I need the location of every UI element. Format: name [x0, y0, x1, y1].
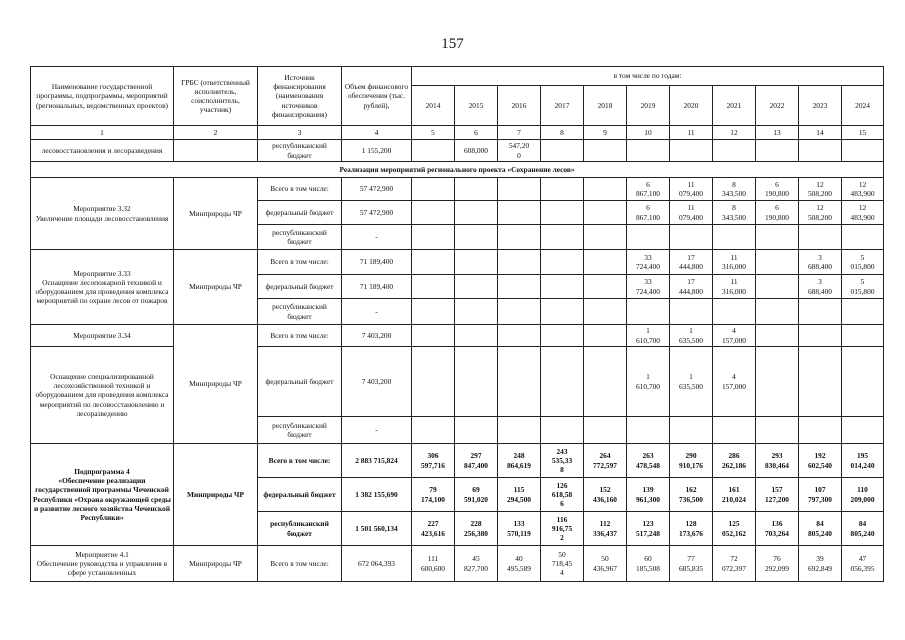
row-source: республиканский бюджет	[258, 417, 342, 444]
column-number: 11	[670, 126, 713, 140]
row-year-2019: 33 724,400	[627, 250, 670, 275]
row-year-2021: 4 157,000	[713, 325, 756, 347]
header-row-1	[31, 67, 884, 86]
row-year-2014: 227 423,616	[412, 512, 455, 546]
header-year: 2023	[799, 86, 842, 126]
row-year-2023: 39 692,849	[799, 546, 842, 582]
row-grbs: Минприроды ЧР	[174, 444, 258, 546]
row-grbs: Минприроды ЧР	[174, 250, 258, 325]
header-years-group: в том числе по годам:	[412, 67, 884, 86]
row-grbs: Минприроды ЧР	[174, 325, 258, 444]
column-number: 9	[584, 126, 627, 140]
row-year-2020: 128 173,676	[670, 512, 713, 546]
row-year-2019: 1 610,700	[627, 325, 670, 347]
row-name: Мероприятие 3.32 Увеличение площади лесовосстановления	[31, 178, 174, 250]
row-year-2024: 195 014,240	[842, 444, 884, 478]
row-year-2024: 47 056,395	[842, 546, 884, 582]
row-source: федеральный бюджет	[258, 275, 342, 299]
row-volume: 7 403,200	[342, 347, 412, 417]
row-year-2019: 6 867,100	[627, 178, 670, 201]
row-year-2017: 243 535,33 8	[541, 444, 584, 478]
row-year-2021: 8 343,500	[713, 178, 756, 201]
section-row	[31, 162, 884, 178]
row-year-2015: 608,000	[455, 140, 498, 162]
row-volume: -	[342, 225, 412, 250]
column-number: 10	[627, 126, 670, 140]
column-number: 14	[799, 126, 842, 140]
row-source: республиканский бюджет	[258, 512, 342, 546]
row-year-2021: 8 343,500	[713, 201, 756, 225]
row-year-2020: 11 079,400	[670, 178, 713, 201]
row-year-2022: 6 190,800	[756, 201, 799, 225]
column-number: 3	[258, 126, 342, 140]
row-volume: 1 382 155,690	[342, 478, 412, 512]
table-row	[31, 140, 884, 162]
row-source: Всего в том числе:	[258, 444, 342, 478]
header-year: 2021	[713, 86, 756, 126]
column-number: 12	[713, 126, 756, 140]
column-number: 5	[412, 126, 455, 140]
row-year-2021: 11 316,000	[713, 275, 756, 299]
row-source: республиканский бюджет	[258, 225, 342, 250]
row-source: федеральный бюджет	[258, 478, 342, 512]
row-volume: 1 501 560,134	[342, 512, 412, 546]
row-year-2014: 306 597,716	[412, 444, 455, 478]
row-year-2022: 76 292,099	[756, 546, 799, 582]
row-year-2021: 72 072,397	[713, 546, 756, 582]
row-name: Подпрограмма 4 «Обеспечение реализации государственной программы Чеченской Республики «Охрана окружающей среды и развитие лесного хозяйства Чеченской Республики»	[31, 444, 174, 546]
table-row	[31, 250, 884, 275]
row-source: федеральный бюджет	[258, 201, 342, 225]
row-source: республиканский бюджет	[258, 299, 342, 325]
row-year-2019: 1 610,700	[627, 347, 670, 417]
header-source: Источник финансирования (наименования источников финансирования)	[258, 67, 342, 126]
row-year-2021: 161 210,024	[713, 478, 756, 512]
row-source: Всего в том числе:	[258, 325, 342, 347]
row-year-2024: 110 209,000	[842, 478, 884, 512]
row-year-2020: 1 635,500	[670, 325, 713, 347]
row-name: Мероприятие 3.34	[31, 325, 174, 347]
table-row	[31, 178, 884, 201]
row-year-2015: 297 847,400	[455, 444, 498, 478]
row-year-2019: 60 185,508	[627, 546, 670, 582]
row-year-2020: 1 635,500	[670, 347, 713, 417]
table-row	[31, 347, 884, 417]
row-year-2018: 112 336,437	[584, 512, 627, 546]
column-number: 7	[498, 126, 541, 140]
row-year-2015: 45 827,700	[455, 546, 498, 582]
column-number: 8	[541, 126, 584, 140]
row-year-2021: 286 262,186	[713, 444, 756, 478]
header-year: 2019	[627, 86, 670, 126]
row-source: Всего в том числе:	[258, 250, 342, 275]
header-year: 2024	[842, 86, 884, 126]
page-number: 157	[441, 36, 464, 52]
row-volume: -	[342, 417, 412, 444]
row-year-2024: 12 483,900	[842, 178, 884, 201]
row-volume: 2 883 715,824	[342, 444, 412, 478]
row-year-2016: 40 495,589	[498, 546, 541, 582]
column-number: 13	[756, 126, 799, 140]
budget-table	[30, 66, 884, 582]
row-year-2015: 228 256,380	[455, 512, 498, 546]
row-year-2016: 248 864,619	[498, 444, 541, 478]
row-year-2024: 12 483,900	[842, 201, 884, 225]
row-source: Всего в том числе:	[258, 178, 342, 201]
row-year-2016: 115 294,500	[498, 478, 541, 512]
header-program: Наименование государственной программы, подпрограммы, мероприятий (региональных, ведомственных проектов)	[31, 67, 174, 126]
row-year-2018: 50 436,967	[584, 546, 627, 582]
row-volume: 71 189,400	[342, 275, 412, 299]
row-year-2018: 264 772,597	[584, 444, 627, 478]
row-year-2023: 3 688,400	[799, 250, 842, 275]
row-year-2020: 11 079,400	[670, 201, 713, 225]
row-volume: 57 472,900	[342, 201, 412, 225]
row-year-2017: 50 718,45 4	[541, 546, 584, 582]
row-year-2023: 84 805,240	[799, 512, 842, 546]
row-volume: 57 472,900	[342, 178, 412, 201]
table-row	[31, 325, 884, 347]
row-year-2019: 33 724,400	[627, 275, 670, 299]
row-name: Мероприятие 4.1 Обеспечение руководства и управления в сфере установленных	[31, 546, 174, 582]
row-year-2024: 84 805,240	[842, 512, 884, 546]
row-year-2019: 139 961,300	[627, 478, 670, 512]
header-year: 2016	[498, 86, 541, 126]
row-year-2023: 3 688,400	[799, 275, 842, 299]
row-year-2023: 12 508,200	[799, 178, 842, 201]
header-year: 2022	[756, 86, 799, 126]
row-volume: -	[342, 299, 412, 325]
row-year-2018: 152 436,160	[584, 478, 627, 512]
row-year-2019: 6 867,100	[627, 201, 670, 225]
row-volume: 672 064,393	[342, 546, 412, 582]
row-year-2020: 290 910,176	[670, 444, 713, 478]
row-year-2016: 547,20 0	[498, 140, 541, 162]
header-year: 2020	[670, 86, 713, 126]
row-year-2022: 157 127,200	[756, 478, 799, 512]
row-year-2017: 116 916,75 2	[541, 512, 584, 546]
row-grbs: Минприроды ЧР	[174, 178, 258, 250]
row-year-2024: 5 015,800	[842, 275, 884, 299]
row-grbs: Минприроды ЧР	[174, 546, 258, 582]
row-year-2022: 293 830,464	[756, 444, 799, 478]
row-year-2020: 77 685,835	[670, 546, 713, 582]
row-year-2023: 12 508,200	[799, 201, 842, 225]
column-number: 1	[31, 126, 174, 140]
header-year: 2014	[412, 86, 455, 126]
row-year-2023: 107 797,300	[799, 478, 842, 512]
row-year-2020: 162 736,500	[670, 478, 713, 512]
row-year-2023: 192 602,540	[799, 444, 842, 478]
row-year-2021: 125 052,162	[713, 512, 756, 546]
row-volume: 71 189,400	[342, 250, 412, 275]
header-volume: Объем финансового обеспечения (тыс. рублей),	[342, 67, 412, 126]
row-year-2020: 17 444,800	[670, 275, 713, 299]
row-year-2014: 79 174,100	[412, 478, 455, 512]
header-grbs: ГРБС (ответственный исполнитель, соисполнитель, участник)	[174, 67, 258, 126]
row-source: федеральный бюджет	[258, 347, 342, 417]
row-year-2014: 111 600,600	[412, 546, 455, 582]
header-year: 2018	[584, 86, 627, 126]
row-grbs	[174, 140, 258, 162]
section-title: Реализация мероприятий регионального проекта «Сохранение лесов»	[31, 162, 884, 178]
row-year-2024: 5 015,800	[842, 250, 884, 275]
column-number: 4	[342, 126, 412, 140]
header-year: 2017	[541, 86, 584, 126]
row-year-2017: 126 618,58 6	[541, 478, 584, 512]
row-year-2019: 123 517,248	[627, 512, 670, 546]
row-year-2022: 6 190,800	[756, 178, 799, 201]
row-description: Оснащение специализированной лесохозяйственной техникой и оборудованием для проведения комплекса мероприятий по лесовосстановлению и лесоразведению	[31, 347, 174, 444]
column-number-row	[31, 126, 884, 140]
row-year-2015: 69 591,020	[455, 478, 498, 512]
column-number: 15	[842, 126, 884, 140]
column-number: 6	[455, 126, 498, 140]
column-number: 2	[174, 126, 258, 140]
table-row	[31, 546, 884, 582]
row-source: Всего в том числе:	[258, 546, 342, 582]
row-volume: 1 155,200	[342, 140, 412, 162]
row-volume: 7 403,200	[342, 325, 412, 347]
table-row	[31, 444, 884, 478]
row-year-2022: 136 703,264	[756, 512, 799, 546]
row-name: лесовосстановления и лесоразведения	[31, 140, 174, 162]
row-year-2020: 17 444,800	[670, 250, 713, 275]
row-source: республиканский бюджет	[258, 140, 342, 162]
row-year-2021: 4 157,000	[713, 347, 756, 417]
row-year-2021: 11 316,000	[713, 250, 756, 275]
header-year: 2015	[455, 86, 498, 126]
row-year-2019: 263 478,548	[627, 444, 670, 478]
row-year-2016: 133 570,119	[498, 512, 541, 546]
row-name: Мероприятие 3.33 Оснащение лесопожарной техникой и оборудованием для проведения комплекса мероприятий по охране лесов от пожаров	[31, 250, 174, 325]
